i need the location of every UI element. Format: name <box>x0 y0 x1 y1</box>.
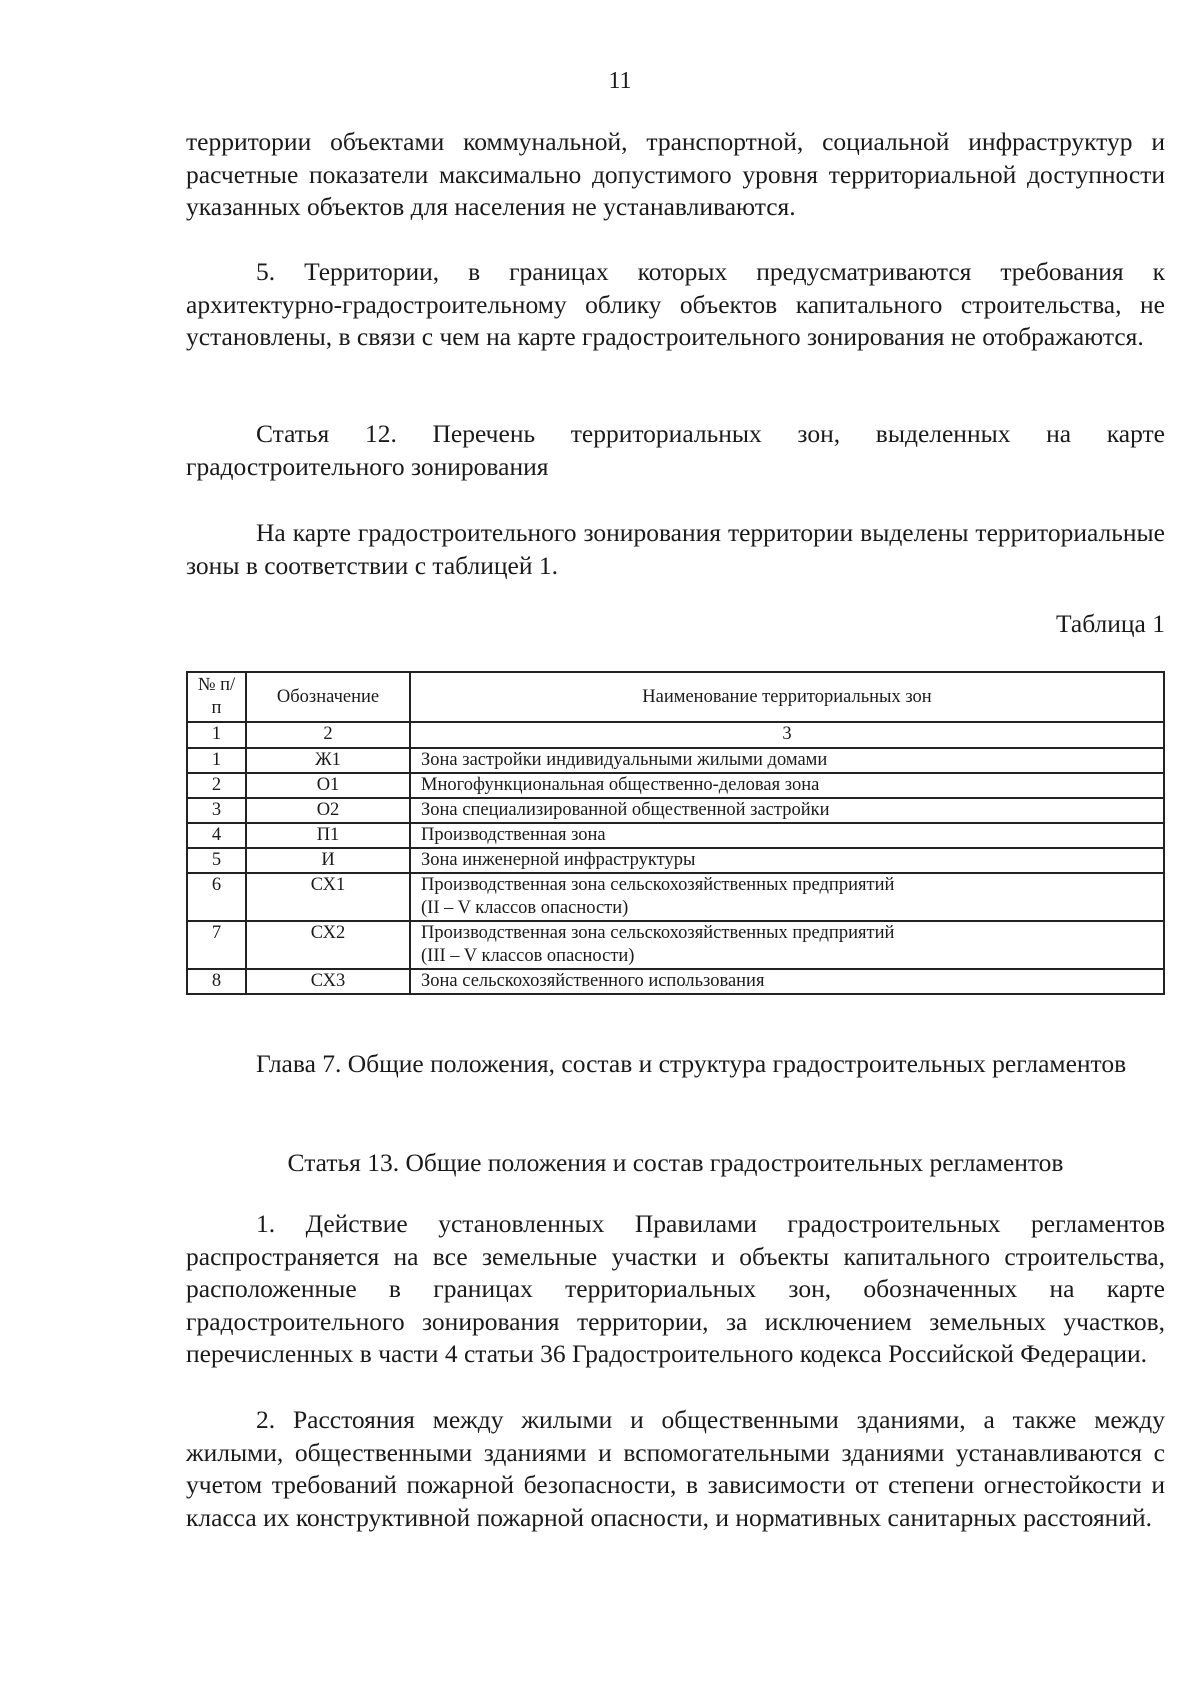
zone-code: П1 <box>246 823 410 848</box>
column-number: 3 <box>410 722 1164 748</box>
chapter-7-heading: Глава 7. Общие положения, состав и структура градостроительных регламентов <box>256 1049 1127 1078</box>
row-number: 1 <box>187 748 246 773</box>
zone-code: Ж1 <box>246 748 410 773</box>
row-number: 4 <box>187 823 246 848</box>
table-caption: Таблица 1 <box>1055 609 1165 638</box>
article-13-heading: Статья 13. Общие положения и состав градостроительных регламентов <box>287 1148 1064 1177</box>
table-row <box>187 773 1164 798</box>
article-13-paragraph-2: 2. Расстояния между жилыми и общественными зданиями, а также между жилыми, общественными зданиями и вспомогательными зданиями устанавливаются с учетом требований пожарной безопасности, в зависимости от степени огнестойкости и класса их конструктивной пожарной опасности, и нормативных санитарных расстояний. <box>186 1405 1165 1532</box>
zone-code: СХ2 <box>246 921 410 969</box>
article-12-heading: Статья 12. Перечень территориальных зон, выделенных на карте градостроительного зонирования <box>186 419 1165 481</box>
header-name: Наименование территориальных зон <box>410 672 1164 722</box>
column-number-row <box>187 722 1164 748</box>
row-number: 5 <box>187 848 246 873</box>
table-row <box>187 748 1164 773</box>
table-row <box>187 873 1164 921</box>
zone-name-line-2: (III – V классов опасности) <box>421 946 635 966</box>
table-header-row <box>187 672 1164 722</box>
zone-code: О1 <box>246 773 410 798</box>
row-number: 6 <box>187 873 246 921</box>
table-row <box>187 848 1164 873</box>
header-number: № п/п <box>187 672 246 722</box>
article-13-paragraph-1: 1. Действие установленных Правилами градостроительных регламентов распространяется на все земельные участки и объекты капитального строительства, расположенные в границах территориальных зон, обозначенных на карте градостроительного зонирования территории, за исключением земельных участков, перечисленных в части 4 статьи 36 Градостроительного кодекса Российской Федерации. <box>186 1209 1165 1368</box>
zone-name <box>410 921 1164 969</box>
zone-code: О2 <box>246 798 410 823</box>
row-number: 2 <box>187 773 246 798</box>
column-number: 1 <box>187 722 246 748</box>
zone-name: Зона специализированной общественной застройки <box>410 798 1164 823</box>
row-number: 7 <box>187 921 246 969</box>
zone-name: Зона инженерной инфраструктуры <box>410 848 1164 873</box>
table-row <box>187 798 1164 823</box>
header-code: Обозначение <box>246 672 410 722</box>
zone-name-line-1: Производственная зона сельскохозяйственных предприятий <box>421 923 895 943</box>
table-row <box>187 823 1164 848</box>
zone-name-line-1: Производственная зона сельскохозяйственных предприятий <box>421 875 895 895</box>
row-number: 8 <box>187 969 246 994</box>
zone-code: СХ3 <box>246 969 410 994</box>
column-number: 2 <box>246 722 410 748</box>
zones-table <box>186 671 1165 995</box>
zone-code: СХ1 <box>246 873 410 921</box>
article-12-text: На карте градостроительного зонирования территории выделены территориальные зоны в соответствии с таблицей 1. <box>186 518 1165 580</box>
paragraph-5: 5. Территории, в границах которых предусматриваются требования к архитектурно-градостроительному облику объектов капитального строительства, не установлены, в связи с чем на карте градостроительного зонирования не отображаются. <box>186 257 1165 351</box>
zone-name: Производственная зона <box>410 823 1164 848</box>
table-row <box>187 921 1164 969</box>
row-number: 3 <box>187 798 246 823</box>
zone-name-line-2: (II – V классов опасности) <box>421 898 629 918</box>
page-number: 11 <box>608 68 632 94</box>
intro-paragraph: территории объектами коммунальной, транспортной, социальной инфраструктур и расчетные показатели максимально допустимого уровня территориальной доступности указанных объектов для населения не устанавливаются. <box>186 127 1165 221</box>
zone-name <box>410 873 1164 921</box>
zone-code: И <box>246 848 410 873</box>
zone-name: Многофункциональная общественно-деловая зона <box>410 773 1164 798</box>
zone-name: Зона застройки индивидуальными жилыми домами <box>410 748 1164 773</box>
zone-name: Зона сельскохозяйственного использования <box>410 969 1164 994</box>
table-row <box>187 969 1164 994</box>
